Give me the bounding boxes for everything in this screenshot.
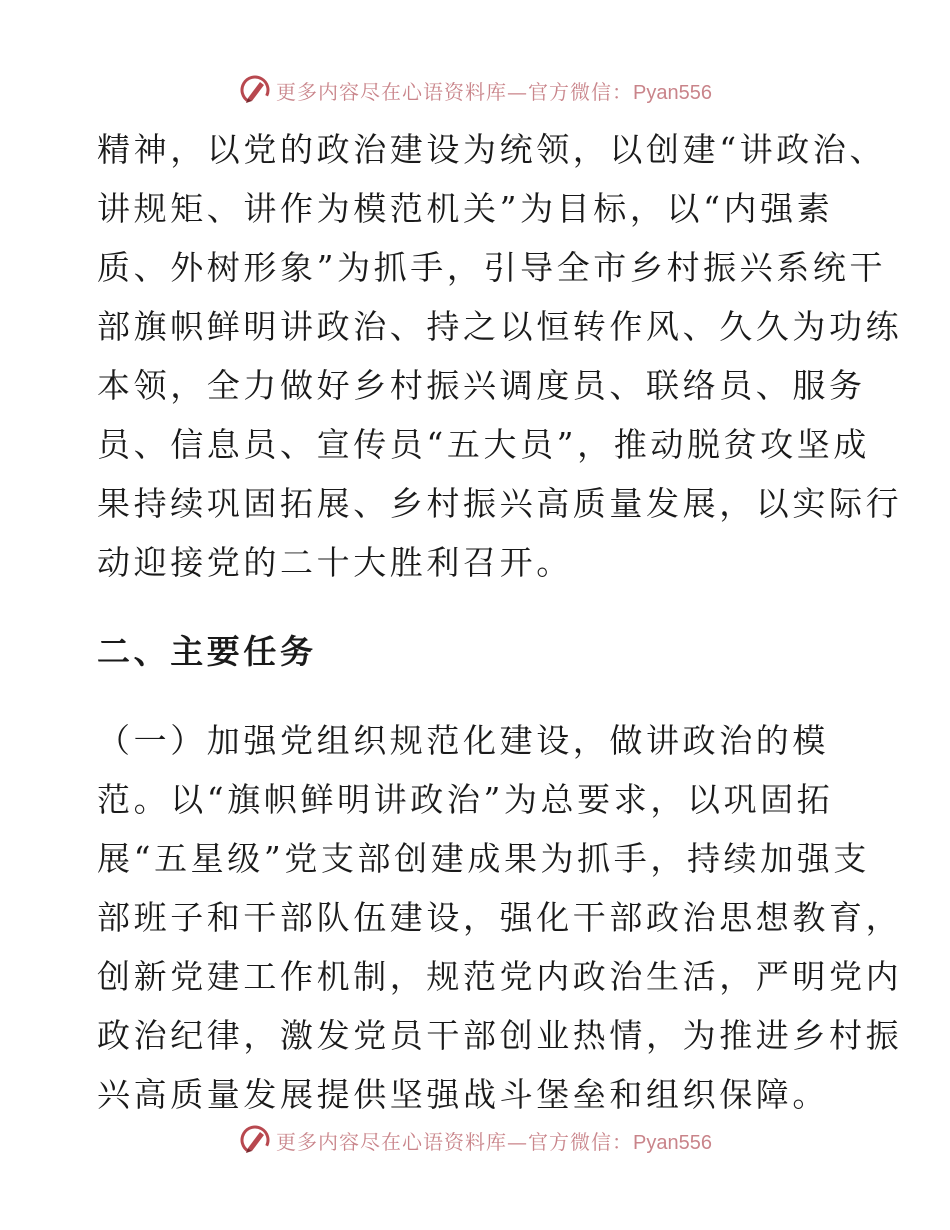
watermark-text: 更多内容尽在心语资料库—官方微信：Pyan556 xyxy=(276,1129,712,1154)
paragraph-line: 员、信息员、宣传员“五大员”，推动脱贫攻坚成 xyxy=(97,425,870,464)
paragraph-line: 部旗帜鲜明讲政治、持之以恒转作风、久久为功练 xyxy=(97,307,903,346)
pen-logo-icon xyxy=(238,1123,272,1157)
task-paragraph xyxy=(97,711,903,1124)
spacer xyxy=(97,592,857,622)
paragraph-line: （一）加强党组织规范化建设，做讲政治的模 xyxy=(97,721,829,760)
paragraph-line: 部班子和干部队伍建设，强化干部政治思想教育， xyxy=(97,898,903,937)
header-watermark xyxy=(0,70,950,110)
section-heading: 二、主要任务 xyxy=(97,632,317,671)
pen-logo-icon xyxy=(238,73,272,107)
watermark-text: 更多内容尽在心语资料库—官方微信：Pyan556 xyxy=(276,79,712,104)
paragraph-line: 讲规矩、讲作为模范机关”为目标，以“内强素 xyxy=(97,189,834,228)
paragraph-line: 动迎接党的二十大胜利召开。 xyxy=(97,543,573,582)
paragraph-line: 兴高质量发展提供坚强战斗堡垒和组织保障。 xyxy=(97,1075,829,1114)
paragraph-line: 质、外树形象”为抓手，引导全市乡村振兴系统干 xyxy=(97,248,887,287)
paragraph-line: 政治纪律，激发党员干部创业热情，为推进乡村振 xyxy=(97,1016,903,1055)
paragraph-line: 果持续巩固拓展、乡村振兴高质量发展，以实际行 xyxy=(97,484,903,523)
watermark-wechat-id: Pyan556 xyxy=(633,1131,712,1154)
paragraph-line: 创新党建工作机制，规范党内政治生活，严明党内 xyxy=(97,957,903,996)
paragraph-line: 范。以“旗帜鲜明讲政治”为总要求，以巩固拓 xyxy=(97,780,834,819)
spacer xyxy=(97,681,857,711)
watermark-wechat-id: Pyan556 xyxy=(633,81,712,104)
intro-paragraph xyxy=(97,120,903,592)
paragraph-line: 精神，以党的政治建设为统领，以创建“讲政治、 xyxy=(97,130,887,169)
footer-watermark xyxy=(0,1120,950,1160)
paragraph-line: 展“五星级”党支部创建成果为抓手，持续加强支 xyxy=(97,839,870,878)
document-body xyxy=(97,120,903,1124)
paragraph-line: 本领，全力做好乡村振兴调度员、联络员、服务 xyxy=(97,366,866,405)
